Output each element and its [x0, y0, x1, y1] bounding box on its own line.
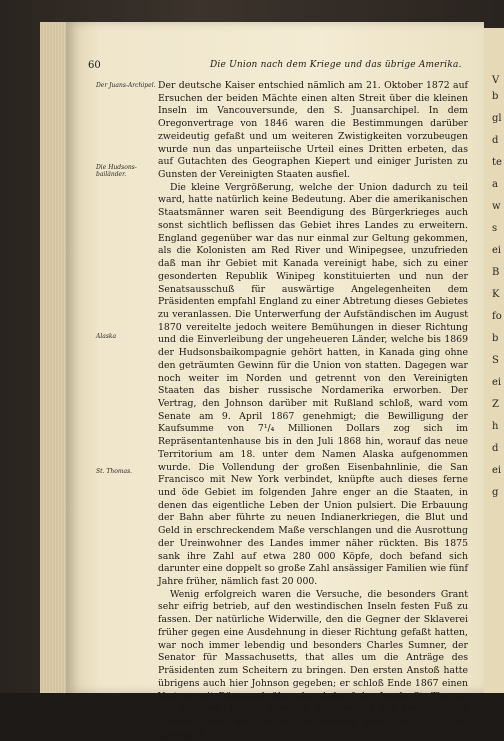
next-page-fragment: b: [492, 333, 499, 344]
margin-note-hudsons: Die Hudsons-bailänder.: [96, 164, 137, 178]
paragraph: Die kleine Vergrößerung, welche der Union dadurch zu teil ward, hatte natürlich keine Bedeutung. Aber die amerikanischen Staatsmänner waren seit Beendigung des Bürgerkrieges auch sonst sichtlich beflissen das Gebiet ihres Landes zu erweitern. England gegenüber war das nur einmal zur Geltung gekommen, als die Kolonisten am Red River und Winipegsee, unzufrieden daß man ihr Gebiet mit Kanada vereinigt habe, sich zu einer gesonderten Republik Winipeg konstituierten und nun der Senatsausschuß für auswärtige Angelegenheiten dem Präsidenten empfahl England zu einer Abtretung dieses Gebietes zu veranlassen. Die Unterwerfung der Aufständischen im August 1870 vereitelte jedoch weitere Bemühungen in dieser Richtung und die Einverleibung der ungeheueren Länder, welche bis 1869 der Hudsonsbaikompagnie gehört hatten, in Kanada ging ohne den geträumten Gewinn für die Union von statten. Dagegen war noch weiter im Norden und getrennt von den Vereinigten Staaten das bisher russische Nordamerika erworben. Der Vertrag, den Johnson darüber mit Rußland schloß, ward vom Senate am 9. April 1867 genehmigt; die Bewilligung der Kaufsumme von 7¹/₄ Millionen Dollars zog sich im Repräsentantenhause bis in den Juli 1868 hin, worauf das neue Territorium am 18. unter dem Namen Alaska aufgenommen wurde. Die Vollendung der großen Eisenbahnlinie, die San Francisco mit New York verbindet, knüpfte auch dieses ferne und öde Gebiet im folgenden Jahre enger an die Staaten, in denen das eigentliche Leben der Union pulsiert. Die Erbauung der Bahn aber führte zu neuen Indianerkriegen, die Blut und Geld in erschreckendem Maße verschlangen und die Ausrottung der Ureinwohner des Landes immer näher rückten. Bis 1875 sank ihre Zahl auf etwa 280 000 Köpfe, doch befand sich darunter eine doppelt so große Zahl ansässiger Familien wie fünf Jahre früher, nämlich fast 20 000.: [158, 181, 468, 588]
running-header: [88, 60, 472, 74]
next-page-fragment: a: [492, 179, 498, 190]
next-page-fragment: h: [492, 421, 499, 432]
running-head-title: Die Union nach dem Kriege und das übrige Amerika.: [210, 60, 462, 70]
next-page-fragment: S: [492, 355, 499, 366]
next-page-fragment: ei: [492, 465, 502, 476]
next-page-fragment: w: [492, 201, 501, 212]
margin-note-st-thomas: St. Thomas.: [96, 468, 133, 475]
next-page-fragment: g: [492, 487, 499, 498]
margin-note-alaska: Alaska: [96, 333, 117, 340]
next-page-fragment: fo: [492, 311, 502, 322]
next-page-fragment: b: [492, 91, 499, 102]
next-page-fragment: d: [492, 443, 499, 454]
next-page-fragment: ei: [492, 245, 502, 256]
next-page-fragment: gl: [492, 113, 502, 124]
paragraph: Wenig erfolgreich waren die Versuche, die besonders Grant sehr eifrig betrieb, auf den westindischen Inseln festen Fuß zu fassen. Der natürliche Widerwille, den die Gegner der Sklaverei früher gegen eine Ausdehnung in dieser Richtung gefaßt hatten, war noch immer lebendig und besonders Charles Sumner, der Senator für Massachusetts, that alles um die Anträge des Präsidenten zum Scheitern zu bringen. Den ersten Anstoß hatte übrigens auch hier Johnson gegeben; er schloß Ende 1867 einen Vertrag mit Dänemark über den Ankauf der Inseln St. Thomas und St. Juan, konnte aber die Zustimmung des Senates nicht erhalten, und der einmal gescheiterte Plan kam trotz der günstigen: [158, 588, 468, 740]
next-page-fragment: s: [492, 223, 498, 234]
next-page-fragment: te: [492, 157, 502, 168]
next-page-fragment: d: [492, 135, 499, 146]
next-page-fragment: B: [492, 267, 500, 278]
next-page-fragment: ei: [492, 377, 502, 388]
next-page-fragment: K: [492, 289, 500, 300]
body-text: [158, 80, 468, 741]
page-number: 60: [88, 60, 101, 71]
paragraph: Der deutsche Kaiser entschied nämlich am 21. Oktober 1872 auf Ersuchen der beiden Mächte einen alten Streit über die kleinen Inseln im Vancouversunde, den S. Juansarchipel. In dem Oregonvertrage von 1846 waren die Bestimmungen darüber zweideutig gefaßt und um weiteren Zwistigkeiten vorzubeugen wurde nun das unparteiische Urteil eines Dritten erbeten, das auf Gutachten des Geographen Kiepert und einiger Juristen zu Gunsten der Vereinigten Staaten ausfiel.: [158, 80, 468, 181]
next-page-fragment: Z: [492, 399, 499, 410]
margin-note-juans: Der Juans-Archipel.: [96, 82, 156, 89]
next-page-fragment: V: [492, 75, 500, 86]
next-page-strip: [484, 28, 504, 693]
